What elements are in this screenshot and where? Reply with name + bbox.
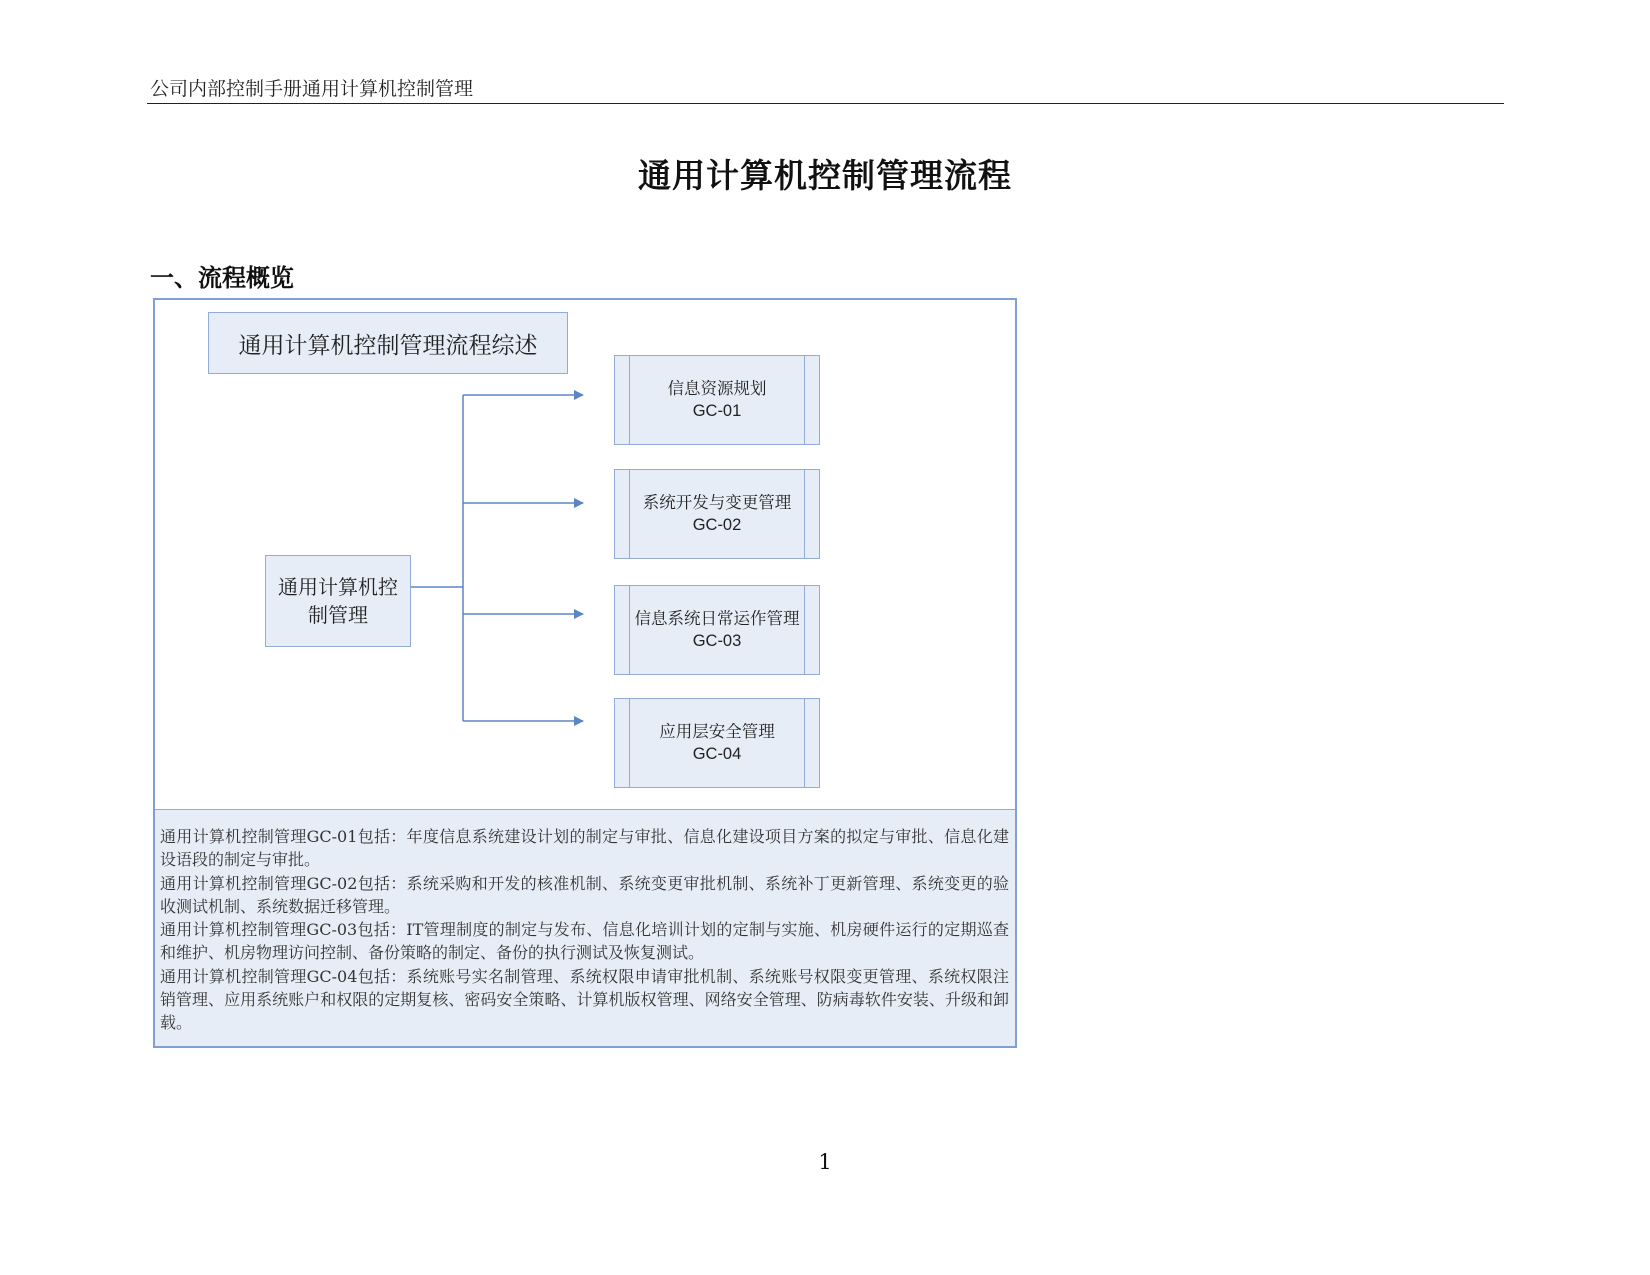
box-right-bar (804, 470, 805, 558)
process-box-gc-02 (614, 469, 820, 559)
running-header: 公司内部控制手册通用计算机控制管理 (150, 78, 474, 100)
section-heading: 一、流程概览 (150, 264, 294, 292)
box-left-bar (629, 470, 630, 558)
description-gc-02: 通用计算机控制管理GC-02包括：系统采购和开发的核准机制、系统变更审批机制、系统补丁更新管理、系统变更的验收测试机制、系统数据迁移管理。 (160, 873, 1009, 916)
description-gc-03: 通用计算机控制管理GC-03包括：IT管理制度的制定与发布、信息化培训计划的定制与实施、机房硬件运行的定期巡查和维护、机房物理访问控制、备份策略的制定、备份的执行测试及恢复测试。 (160, 920, 1009, 963)
process-code: GC-03 (692, 632, 742, 650)
document-title: 通用计算机控制管理流程 (638, 156, 1012, 195)
process-code: GC-01 (692, 402, 742, 420)
description-gc-04: 通用计算机控制管理GC-04包括：系统账号实名制管理、系统权限申请审批机制、系统账号权限变更管理、系统权限注销管理、应用系统账户和权限的定期复核、密码安全策略、计算机版权管理、网络安全管理、防病毒软件安装、升级和卸载。 (160, 966, 1009, 1033)
process-name: 系统开发与变更管理 (642, 493, 792, 512)
description-panel (155, 809, 1015, 1046)
box-left-bar (629, 356, 630, 444)
process-name: 信息资源规划 (667, 379, 767, 398)
process-box-gc-01 (614, 355, 820, 445)
description-gc-01: 通用计算机控制管理GC-01包括：年度信息系统建设计划的制定与审批、信息化建设项目方案的拟定与审批、信息化建设语段的制定与审批。 (160, 827, 1009, 870)
overview-title-box: 通用计算机控制管理流程综述 (208, 312, 568, 374)
process-code: GC-02 (692, 516, 742, 534)
process-box-gc-04 (614, 698, 820, 788)
process-name: 信息系统日常运作管理 (634, 609, 800, 628)
box-right-bar (804, 586, 805, 674)
page-number: 1 (818, 1150, 832, 1174)
header-rule (147, 103, 1504, 104)
process-code: GC-04 (692, 745, 742, 763)
process-name: 应用层安全管理 (659, 722, 775, 741)
box-right-bar (804, 356, 805, 444)
box-left-bar (629, 586, 630, 674)
box-right-bar (804, 699, 805, 787)
box-left-bar (629, 699, 630, 787)
process-box-gc-03 (614, 585, 820, 675)
root-process-box: 通用计算机控制管理 (265, 555, 411, 647)
process-overview-figure (153, 298, 1017, 1048)
